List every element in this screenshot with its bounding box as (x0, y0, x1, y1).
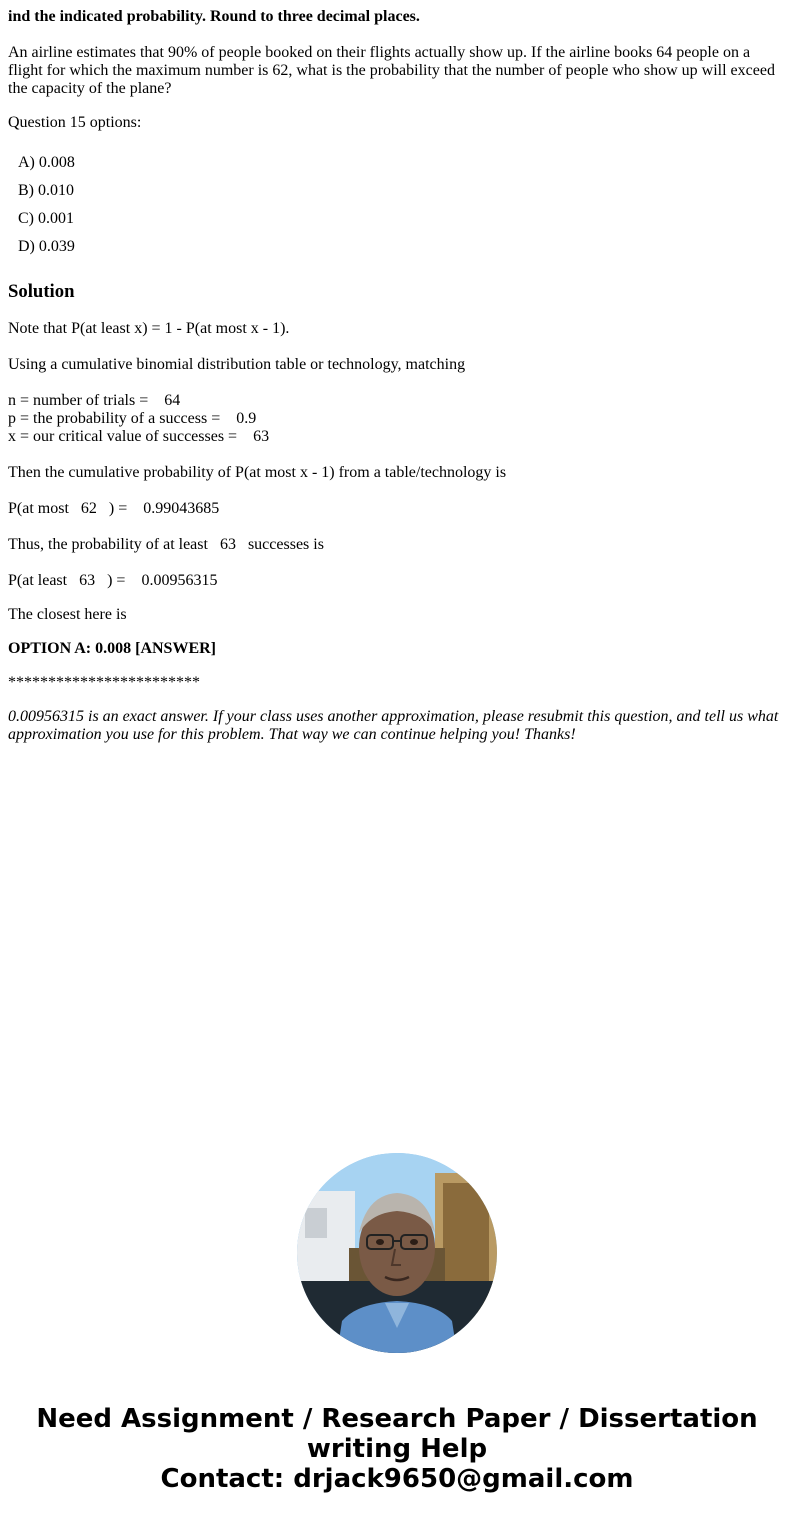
solution-then: Then the cumulative probability of P(at most x - 1) from a table/technology is (8, 464, 507, 481)
instruction-text: ind the indicated probability. Round to three decimal places. (8, 8, 420, 25)
solution-heading: Solution (8, 281, 75, 302)
solution-stars: ************************ (8, 674, 200, 691)
option-c: C) 0.001 (18, 210, 74, 227)
solution-x: x = our critical value of successes = 63 (8, 428, 270, 445)
option-d: D) 0.039 (18, 238, 75, 255)
footer-line-1: Need Assignment / Research Paper / Dissertation (36, 1404, 758, 1434)
options-list (18, 154, 75, 266)
solution-using: Using a cumulative binomial distribution table or technology, matching (8, 356, 466, 373)
avatar (297, 1153, 497, 1353)
footer-banner (0, 1404, 794, 1494)
solution-n: n = number of trials = 64 (8, 392, 181, 409)
solution-closest: The closest here is (8, 606, 127, 623)
option-a: A) 0.008 (18, 154, 75, 171)
solution-at-least: P(at least 63 ) = 0.00956315 (8, 572, 218, 589)
solution-note: Note that P(at least x) = 1 - P(at most x - 1). (8, 320, 290, 337)
options-label: Question 15 options: (8, 114, 142, 131)
solution-p: p = the probability of a success = 0.9 (8, 410, 257, 427)
footer-contact: Contact: drjack9650@gmail.com (160, 1464, 634, 1494)
solution-italic-note: 0.00956315 is an exact answer. If your class uses another approximation, please resubmit this question, and tell us what approximation you use for this problem. That way we can continue helping you! Thanks! (8, 708, 779, 743)
solution-at-most: P(at most 62 ) = 0.99043685 (8, 500, 220, 517)
solution-answer: OPTION A: 0.008 [ANSWER] (8, 640, 217, 657)
solution-thus: Thus, the probability of at least 63 successes is (8, 536, 324, 553)
footer-line-2: writing Help (306, 1434, 488, 1464)
avatar-portrait-image (297, 1153, 497, 1353)
question-text: An airline estimates that 90% of people booked on their flights actually show up. If the airline books 64 people on a flight for which the maximum number is 62, what is the probability that the number of people who show up will exceed the capacity of the plane? (8, 44, 775, 97)
option-b: B) 0.010 (18, 182, 74, 199)
